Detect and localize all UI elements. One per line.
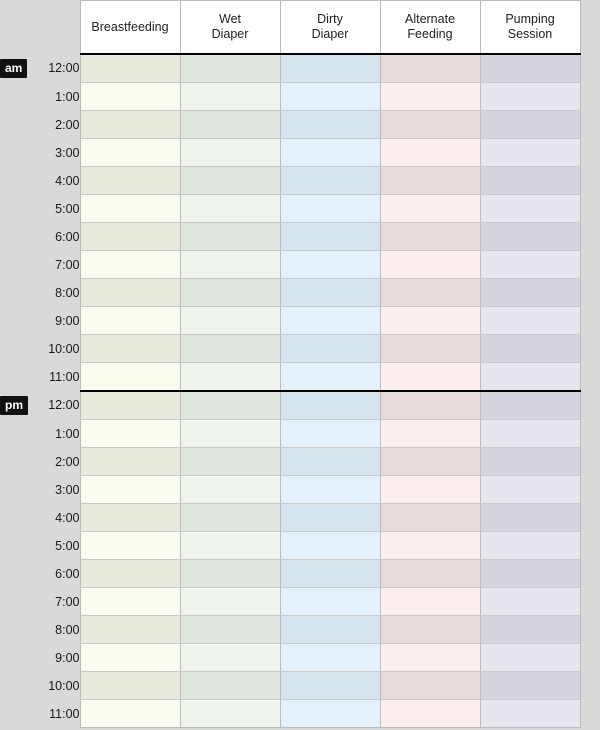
entry-cell-pumping-session[interactable] (480, 700, 580, 728)
entry-cell-dirty-diaper[interactable] (280, 363, 380, 392)
entry-cell-breastfeeding[interactable] (80, 644, 180, 672)
time-label: 5:00 (30, 532, 80, 560)
entry-cell-dirty-diaper[interactable] (280, 335, 380, 363)
entry-cell-alternate-feeding[interactable] (380, 167, 480, 195)
column-header-label: Wet (219, 12, 241, 26)
entry-cell-breastfeeding[interactable] (80, 588, 180, 616)
entry-cell-pumping-session[interactable] (480, 54, 580, 83)
header-time-spacer (30, 1, 80, 55)
table-row (0, 532, 580, 560)
entry-cell-breastfeeding[interactable] (80, 700, 180, 728)
period-spacer (0, 420, 30, 448)
entry-cell-pumping-session[interactable] (480, 251, 580, 279)
entry-cell-breastfeeding[interactable] (80, 139, 180, 167)
table-row (0, 420, 580, 448)
time-label: 8:00 (30, 279, 80, 307)
entry-cell-pumping-session[interactable] (480, 363, 580, 392)
table-row (0, 588, 580, 616)
entry-cell-dirty-diaper[interactable] (280, 139, 380, 167)
entry-cell-dirty-diaper[interactable] (280, 279, 380, 307)
time-label: 3:00 (30, 139, 80, 167)
column-header-label: Alternate (404, 12, 456, 26)
entry-cell-alternate-feeding[interactable] (380, 139, 480, 167)
entry-cell-pumping-session[interactable] (480, 644, 580, 672)
entry-cell-pumping-session[interactable] (480, 195, 580, 223)
column-header-label-2: Session (507, 27, 553, 41)
column-header-alternate-feeding (380, 1, 480, 55)
entry-cell-alternate-feeding[interactable] (380, 251, 480, 279)
entry-cell-alternate-feeding[interactable] (380, 448, 480, 476)
entry-cell-dirty-diaper[interactable] (280, 588, 380, 616)
entry-cell-dirty-diaper[interactable] (280, 476, 380, 504)
column-header-dirty-diaper (280, 1, 380, 55)
entry-cell-breastfeeding[interactable] (80, 111, 180, 139)
entry-cell-breastfeeding[interactable] (80, 251, 180, 279)
table-row (0, 363, 580, 392)
entry-cell-alternate-feeding[interactable] (380, 504, 480, 532)
entry-cell-dirty-diaper[interactable] (280, 195, 380, 223)
time-label: 9:00 (30, 307, 80, 335)
period-badge-cell (0, 391, 30, 420)
entry-cell-pumping-session[interactable] (480, 420, 580, 448)
entry-cell-breastfeeding[interactable] (80, 391, 180, 420)
entry-cell-breastfeeding[interactable] (80, 223, 180, 251)
column-header-label: Breastfeeding (91, 19, 169, 34)
time-label: 6:00 (30, 560, 80, 588)
time-label: 9:00 (30, 644, 80, 672)
table-row (0, 111, 580, 139)
time-label: 8:00 (30, 616, 80, 644)
entry-cell-breastfeeding[interactable] (80, 448, 180, 476)
period-spacer (0, 167, 30, 195)
period-badge: am (0, 59, 27, 78)
entry-cell-pumping-session[interactable] (480, 167, 580, 195)
entry-cell-wet-diaper[interactable] (180, 391, 280, 420)
entry-cell-wet-diaper[interactable] (180, 700, 280, 728)
period-spacer (0, 335, 30, 363)
entry-cell-breastfeeding[interactable] (80, 83, 180, 111)
entry-cell-alternate-feeding[interactable] (380, 363, 480, 392)
table-row (0, 476, 580, 504)
entry-cell-alternate-feeding[interactable] (380, 83, 480, 111)
entry-cell-breastfeeding[interactable] (80, 560, 180, 588)
entry-cell-alternate-feeding[interactable] (380, 223, 480, 251)
entry-cell-alternate-feeding[interactable] (380, 54, 480, 83)
entry-cell-alternate-feeding[interactable] (380, 307, 480, 335)
period-spacer (0, 616, 30, 644)
entry-cell-wet-diaper[interactable] (180, 111, 280, 139)
entry-cell-wet-diaper[interactable] (180, 335, 280, 363)
period-spacer (0, 560, 30, 588)
entry-cell-wet-diaper[interactable] (180, 672, 280, 700)
entry-cell-alternate-feeding[interactable] (380, 700, 480, 728)
table-row (0, 223, 580, 251)
entry-cell-alternate-feeding[interactable] (380, 335, 480, 363)
table-row (0, 83, 580, 111)
entry-cell-breastfeeding[interactable] (80, 307, 180, 335)
period-badge-cell (0, 54, 30, 83)
period-spacer (0, 279, 30, 307)
entry-cell-alternate-feeding[interactable] (380, 476, 480, 504)
period-spacer (0, 223, 30, 251)
table-row (0, 307, 580, 335)
time-label: 4:00 (30, 167, 80, 195)
table-row (0, 616, 580, 644)
entry-cell-pumping-session[interactable] (480, 588, 580, 616)
entry-cell-breastfeeding[interactable] (80, 195, 180, 223)
entry-cell-wet-diaper[interactable] (180, 476, 280, 504)
entry-cell-pumping-session[interactable] (480, 504, 580, 532)
period-spacer (0, 476, 30, 504)
entry-cell-alternate-feeding[interactable] (380, 616, 480, 644)
entry-cell-dirty-diaper[interactable] (280, 616, 380, 644)
entry-cell-wet-diaper[interactable] (180, 532, 280, 560)
time-label: 4:00 (30, 504, 80, 532)
table-row (0, 251, 580, 279)
period-spacer (0, 532, 30, 560)
entry-cell-wet-diaper[interactable] (180, 279, 280, 307)
entry-cell-pumping-session[interactable] (480, 672, 580, 700)
column-header-label: Pumping (505, 12, 555, 26)
entry-cell-breastfeeding[interactable] (80, 54, 180, 83)
time-label: 7:00 (30, 251, 80, 279)
entry-cell-dirty-diaper[interactable] (280, 251, 380, 279)
table-row (0, 448, 580, 476)
entry-cell-dirty-diaper[interactable] (280, 391, 380, 420)
period-spacer (0, 307, 30, 335)
table-header (0, 1, 580, 55)
entry-cell-breastfeeding[interactable] (80, 476, 180, 504)
entry-cell-wet-diaper[interactable] (180, 560, 280, 588)
period-spacer (0, 448, 30, 476)
entry-cell-alternate-feeding[interactable] (380, 588, 480, 616)
entry-cell-wet-diaper[interactable] (180, 448, 280, 476)
entry-cell-pumping-session[interactable] (480, 111, 580, 139)
table-row (0, 54, 580, 83)
table-row (0, 195, 580, 223)
entry-cell-wet-diaper[interactable] (180, 644, 280, 672)
period-spacer (0, 644, 30, 672)
entry-cell-dirty-diaper[interactable] (280, 448, 380, 476)
entry-cell-breastfeeding[interactable] (80, 363, 180, 392)
entry-cell-wet-diaper[interactable] (180, 420, 280, 448)
entry-cell-pumping-session[interactable] (480, 532, 580, 560)
entry-cell-alternate-feeding[interactable] (380, 391, 480, 420)
table-row (0, 672, 580, 700)
entry-cell-dirty-diaper[interactable] (280, 167, 380, 195)
period-spacer (0, 251, 30, 279)
entry-cell-dirty-diaper[interactable] (280, 307, 380, 335)
time-label: 10:00 (30, 335, 80, 363)
table-body (0, 54, 580, 728)
entry-cell-alternate-feeding[interactable] (380, 560, 480, 588)
table-row (0, 335, 580, 363)
entry-cell-pumping-session[interactable] (480, 448, 580, 476)
time-label: 11:00 (30, 700, 80, 728)
time-label: 7:00 (30, 588, 80, 616)
column-header-label-2: Feeding (407, 27, 453, 41)
entry-cell-dirty-diaper[interactable] (280, 644, 380, 672)
entry-cell-dirty-diaper[interactable] (280, 504, 380, 532)
period-spacer (0, 195, 30, 223)
entry-cell-breastfeeding[interactable] (80, 532, 180, 560)
entry-cell-breastfeeding[interactable] (80, 279, 180, 307)
entry-cell-dirty-diaper[interactable] (280, 54, 380, 83)
entry-cell-wet-diaper[interactable] (180, 139, 280, 167)
period-spacer (0, 700, 30, 728)
entry-cell-pumping-session[interactable] (480, 335, 580, 363)
entry-cell-alternate-feeding[interactable] (380, 672, 480, 700)
entry-cell-wet-diaper[interactable] (180, 504, 280, 532)
entry-cell-pumping-session[interactable] (480, 223, 580, 251)
column-header-pumping-session (480, 1, 580, 55)
entry-cell-pumping-session[interactable] (480, 476, 580, 504)
entry-cell-wet-diaper[interactable] (180, 195, 280, 223)
time-label: 12:00 (30, 54, 80, 83)
time-label: 2:00 (30, 448, 80, 476)
period-spacer (0, 672, 30, 700)
time-label: 5:00 (30, 195, 80, 223)
time-label: 12:00 (30, 391, 80, 420)
entry-cell-dirty-diaper[interactable] (280, 560, 380, 588)
column-header-label: Dirty (317, 12, 343, 26)
entry-cell-pumping-session[interactable] (480, 83, 580, 111)
entry-cell-alternate-feeding[interactable] (380, 111, 480, 139)
entry-cell-wet-diaper[interactable] (180, 54, 280, 83)
table-row (0, 644, 580, 672)
entry-cell-pumping-session[interactable] (480, 391, 580, 420)
entry-cell-wet-diaper[interactable] (180, 588, 280, 616)
entry-cell-pumping-session[interactable] (480, 139, 580, 167)
table-row (0, 504, 580, 532)
entry-cell-breastfeeding[interactable] (80, 672, 180, 700)
entry-cell-alternate-feeding[interactable] (380, 279, 480, 307)
time-label: 10:00 (30, 672, 80, 700)
time-label: 1:00 (30, 83, 80, 111)
entry-cell-wet-diaper[interactable] (180, 223, 280, 251)
entry-cell-dirty-diaper[interactable] (280, 672, 380, 700)
entry-cell-wet-diaper[interactable] (180, 251, 280, 279)
period-spacer (0, 588, 30, 616)
entry-cell-breastfeeding[interactable] (80, 335, 180, 363)
period-spacer (0, 111, 30, 139)
column-header-breastfeeding (80, 1, 180, 55)
period-badge: pm (0, 396, 28, 415)
table-row (0, 279, 580, 307)
period-spacer (0, 139, 30, 167)
entry-cell-pumping-session[interactable] (480, 560, 580, 588)
table-row (0, 139, 580, 167)
table-row (0, 560, 580, 588)
entry-cell-breastfeeding[interactable] (80, 420, 180, 448)
entry-cell-breastfeeding[interactable] (80, 616, 180, 644)
period-spacer (0, 83, 30, 111)
entry-cell-dirty-diaper[interactable] (280, 223, 380, 251)
entry-cell-dirty-diaper[interactable] (280, 111, 380, 139)
header-row (0, 1, 580, 55)
entry-cell-dirty-diaper[interactable] (280, 83, 380, 111)
column-header-wet-diaper (180, 1, 280, 55)
entry-cell-dirty-diaper[interactable] (280, 420, 380, 448)
entry-cell-dirty-diaper[interactable] (280, 532, 380, 560)
column-header-label-2: Diaper (211, 27, 249, 41)
entry-cell-pumping-session[interactable] (480, 279, 580, 307)
table-row (0, 700, 580, 728)
time-label: 1:00 (30, 420, 80, 448)
entry-cell-pumping-session[interactable] (480, 307, 580, 335)
entry-cell-dirty-diaper[interactable] (280, 700, 380, 728)
entry-cell-wet-diaper[interactable] (180, 616, 280, 644)
table-row (0, 167, 580, 195)
entry-cell-wet-diaper[interactable] (180, 363, 280, 392)
entry-cell-breastfeeding[interactable] (80, 504, 180, 532)
period-spacer (0, 363, 30, 392)
time-label: 11:00 (30, 363, 80, 392)
entry-cell-breastfeeding[interactable] (80, 167, 180, 195)
column-header-label-2: Diaper (311, 27, 349, 41)
entry-cell-alternate-feeding[interactable] (380, 420, 480, 448)
entry-cell-alternate-feeding[interactable] (380, 195, 480, 223)
entry-cell-wet-diaper[interactable] (180, 167, 280, 195)
entry-cell-pumping-session[interactable] (480, 616, 580, 644)
entry-cell-wet-diaper[interactable] (180, 307, 280, 335)
period-spacer (0, 504, 30, 532)
entry-cell-wet-diaper[interactable] (180, 83, 280, 111)
time-label: 2:00 (30, 111, 80, 139)
header-corner-spacer (0, 1, 30, 55)
entry-cell-alternate-feeding[interactable] (380, 532, 480, 560)
table-row (0, 391, 580, 420)
time-label: 6:00 (30, 223, 80, 251)
time-label: 3:00 (30, 476, 80, 504)
entry-cell-alternate-feeding[interactable] (380, 644, 480, 672)
